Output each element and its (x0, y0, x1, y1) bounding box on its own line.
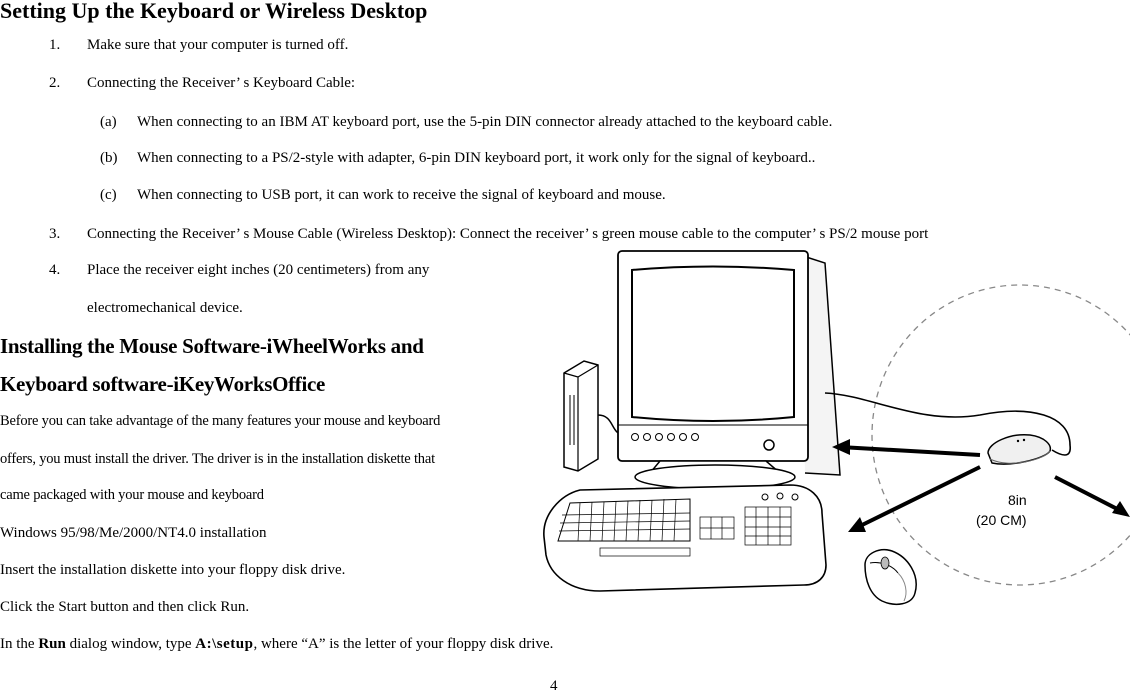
step-text: Connecting the Receiver’ s Mouse Cable (Wireless Desktop): Connect the receiver’ s green mouse cable to the computer’ s PS/2 mouse port (87, 226, 929, 242)
step-text-line1: Place the receiver eight inches (20 centimeters) from any (87, 262, 430, 278)
section-heading-line2: Keyboard software-iKeyWorksOffice (0, 372, 326, 396)
setup-illustration (540, 245, 1130, 615)
step-number: 1. (49, 37, 61, 53)
instruction-3-pre: In the (0, 636, 39, 652)
substep-label: (c) (100, 187, 117, 203)
distance-label-line1: 8in (1008, 492, 1027, 508)
instruction-3-post: , where “A” is the letter of your floppy disk drive. (253, 636, 554, 652)
monitor-icon (618, 251, 840, 489)
instruction-3 (0, 636, 553, 653)
paragraph-line1: Before you can take advantage of the many features your mouse and keyboard (0, 413, 441, 429)
speaker-icon (564, 361, 625, 471)
range-circle (872, 285, 1130, 585)
page-title: Setting Up the Keyboard or Wireless Desktop (0, 0, 428, 23)
keyboard-icon (544, 485, 826, 591)
step-number: 3. (49, 226, 61, 242)
substep-text: When connecting to a PS/2-style with adapter, 6-pin DIN keyboard port, it work only for the signal of keyboard.. (137, 150, 816, 166)
setup-command: A:\setup (195, 636, 254, 652)
step-number: 2. (49, 75, 61, 91)
substep-text: When connecting to an IBM AT keyboard port, use the 5-pin DIN connector already attached to the keyboard cable. (137, 114, 833, 130)
instruction-1: Insert the installation diskette into your floppy disk drive. (0, 562, 346, 578)
distance-label-line2: (20 CM) (976, 512, 1027, 528)
paragraph-line2: offers, you must install the driver. The driver is in the installation diskette that (0, 451, 435, 467)
section-heading-line1: Installing the Mouse Software-iWheelWorks and (0, 334, 424, 358)
substep-label: (b) (100, 150, 118, 166)
receiver-icon (988, 435, 1050, 464)
step-text: Connecting the Receiver’ s Keyboard Cable: (87, 75, 356, 91)
run-keyword: Run (38, 636, 66, 652)
mouse-icon (865, 550, 916, 605)
instruction-2: Click the Start button and then click Run. (0, 599, 250, 615)
instruction-3-mid: dialog window, type (65, 636, 196, 652)
step-text-line2: electromechanical device. (87, 300, 243, 316)
page-number: 4 (550, 678, 558, 694)
paragraph-line3: came packaged with your mouse and keyboard (0, 487, 264, 503)
install-heading: Windows 95/98/Me/2000/NT4.0 installation (0, 525, 267, 541)
step-text: Make sure that your computer is turned off. (87, 37, 349, 53)
step-number: 4. (49, 262, 61, 278)
substep-label: (a) (100, 114, 117, 130)
substep-text: When connecting to USB port, it can work to receive the signal of keyboard and mouse. (137, 187, 666, 203)
